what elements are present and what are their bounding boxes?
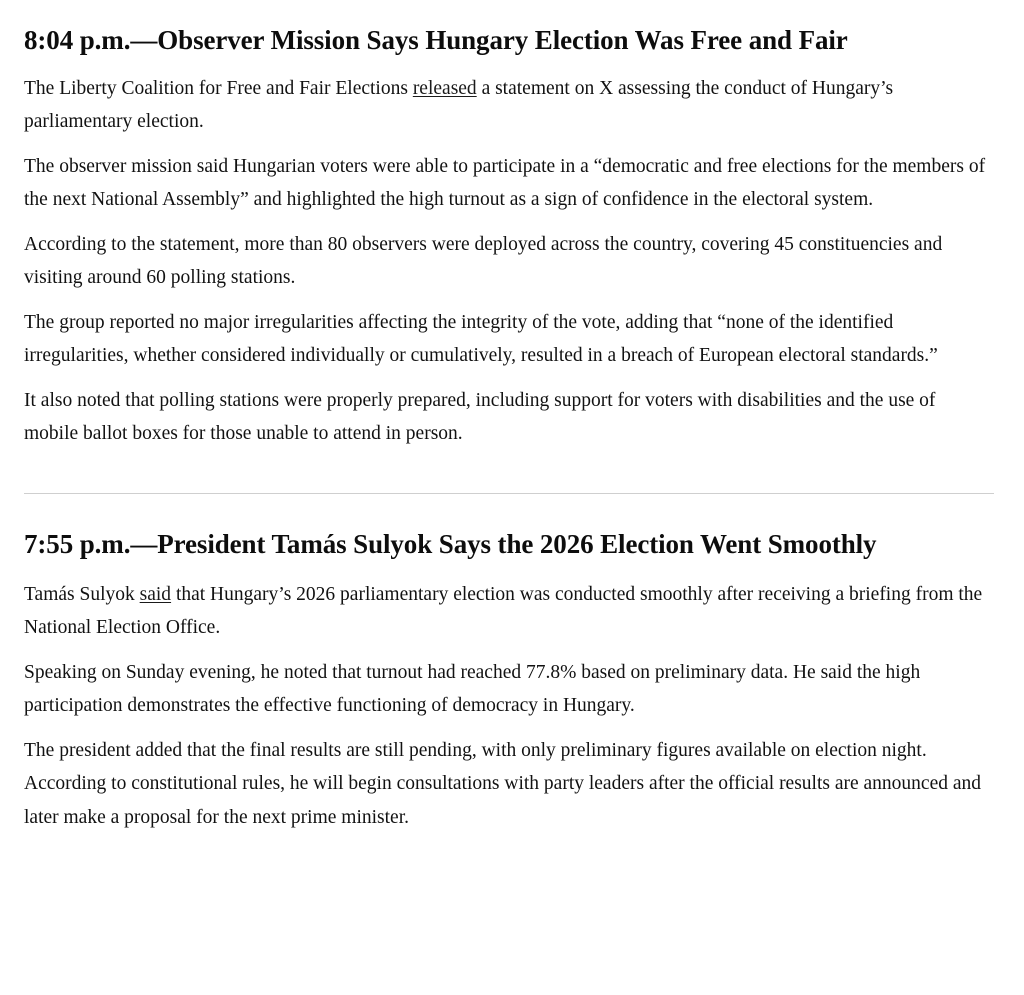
paragraph: Speaking on Sunday evening, he noted that turnout had reached 77.8% based on preliminary data. He said the high participation demonstrates the effective functioning of democracy in Hungary. (24, 661, 921, 716)
paragraph-text-before: The Liberty Coalition for Free and Fair Elections (24, 77, 413, 99)
entry-divider (24, 493, 994, 494)
paragraph: The observer mission said Hungarian voters were able to participate in a “democratic and free elections for the members of the next National Assembly” and highlighted the high turnout as a sign of confidence in the electoral system. (24, 155, 986, 211)
paragraph-text-after: that Hungary’s 2026 parliamentary election was conducted smoothly after receiving a briefing from the National Election Office. (24, 583, 983, 638)
paragraph: It also noted that polling stations were properly prepared, including support for voters with disabilities and the use of mobile ballot boxes for those unable to attend in person. (24, 389, 936, 445)
entry-body (24, 578, 994, 835)
paragraph-text-before: Tamás Sulyok (24, 583, 140, 605)
released-statement-link[interactable]: released (412, 77, 477, 99)
paragraph-text-after: a statement on X assessing the conduct of Hungary’s parliamentary election. (24, 77, 894, 133)
entry-heading: 7:55 p.m.—President Tamás Sulyok Says the 2026 Election Went Smoothly (24, 528, 877, 559)
said-statement-link[interactable]: said (139, 583, 172, 605)
paragraph (24, 578, 994, 645)
paragraph: The president added that the final results are still pending, with only preliminary figures available on election night. According to constitutional rules, he will begin consultations with party leaders after the official results are announced and later make a proposal for the next prime minister. (24, 739, 982, 828)
entry-heading: 8:04 p.m.—Observer Mission Says Hungary Election Was Free and Fair (24, 25, 848, 55)
paragraph: The group reported no major irregularities affecting the integrity of the vote, adding that “none of the identified irregularities, whether considered individually or cumulatively, resulted in a breach of European electoral standards.” (24, 311, 938, 367)
paragraph (24, 72, 994, 139)
liveblog-entry (24, 528, 994, 834)
entry-body (24, 72, 994, 451)
paragraph: According to the statement, more than 80 observers were deployed across the country, covering 45 constituencies and visiting around 60 polling stations. (24, 233, 943, 289)
liveblog-entry (24, 24, 994, 451)
